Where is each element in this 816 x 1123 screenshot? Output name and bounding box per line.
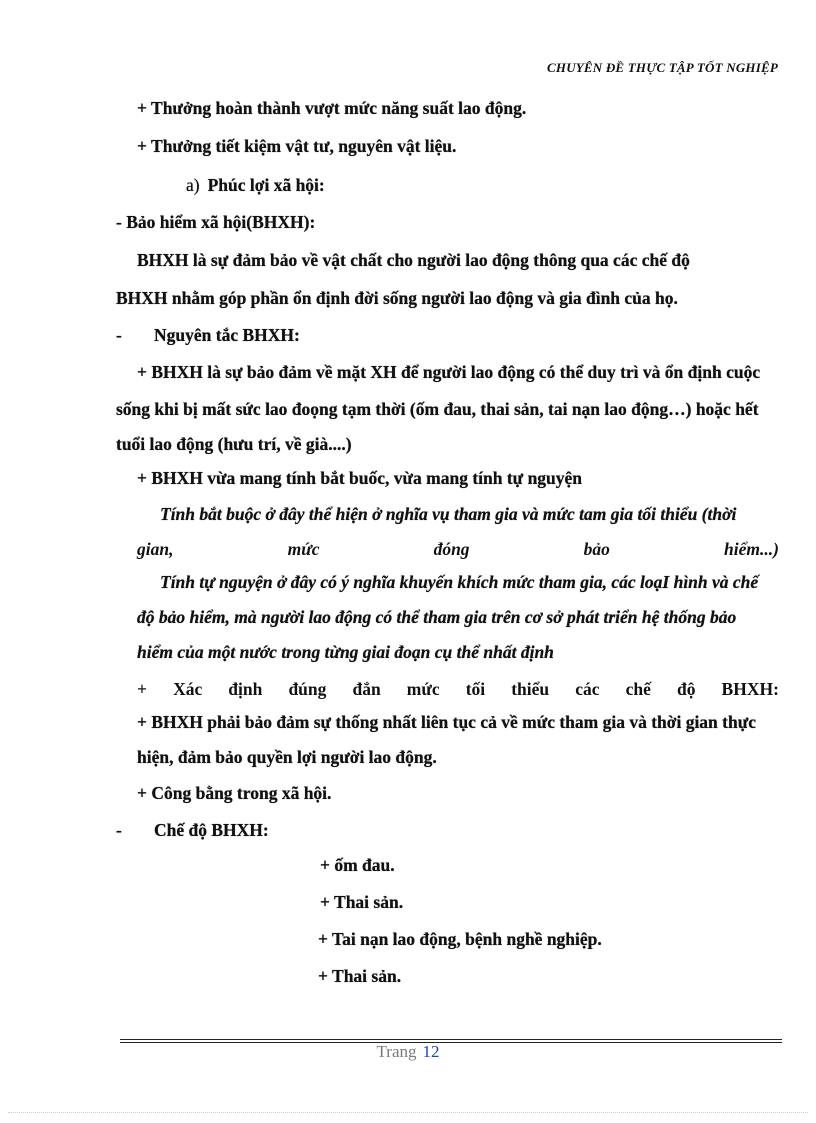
list-marker: a): [186, 175, 200, 195]
word: độ: [676, 679, 696, 699]
principles-heading-text: Nguyên tắc BHXH:: [154, 325, 300, 345]
justified-line: [137, 677, 779, 701]
paragraph-line: + BHXH là sự bảo đảm về mặt XH để người lao động có thể duy trì và ổn định cuộc: [137, 362, 761, 382]
word: đúng: [288, 679, 327, 699]
list-marker: -: [116, 325, 122, 345]
paragraph-line: hiện, đảm bảo quyền lợi người lao động.: [137, 747, 437, 767]
word: Xác: [173, 679, 203, 699]
italic-line: hiểm của một nước trong từng giai đoạn cụ thể nhất định: [137, 642, 554, 662]
italic-justified-line: [137, 537, 779, 561]
regime-item: + Thai sản.: [318, 966, 402, 986]
word: các: [575, 679, 600, 699]
regimes-heading: [116, 818, 269, 842]
bonus-productivity: + Thưởng hoàn thành vượt mức năng suất lao động.: [137, 98, 527, 118]
page-label: Trang: [376, 1042, 417, 1061]
section-heading-welfare: [186, 173, 325, 197]
word: gian,: [137, 539, 174, 559]
regime-item: + Thai sản.: [320, 892, 404, 912]
paragraph-line: + BHXH phải bảo đảm sự thống nhất liên tục cả về mức tham gia và thời gian thực: [137, 712, 756, 732]
word: hiểm...): [724, 539, 779, 559]
paragraph-line: sống khi bị mất sức lao đoọng tạm thời (ốm đau, thai sản, tai nạn lao động…) hoặc hết: [116, 399, 759, 419]
page-number: 12: [422, 1042, 440, 1061]
regime-item: + Tai nạn lao động, bệnh nghề nghiệp.: [318, 929, 602, 949]
word: BHXH:: [721, 679, 779, 699]
word: mức: [287, 539, 320, 559]
page-footer: [0, 1042, 816, 1062]
italic-line: Tính bắt buộc ở đây thể hiện ở nghĩa vụ tham gia và mức tam gia tối thiểu (thời: [160, 504, 737, 524]
word: tối: [465, 679, 486, 699]
principles-heading: [116, 323, 300, 347]
word: định: [228, 679, 263, 699]
paragraph-line: + BHXH vừa mang tính bắt buốc, vừa mang tính tự nguyện: [137, 468, 583, 488]
word: mức: [406, 679, 440, 699]
paragraph-line: BHXH là sự đảm bảo về vật chất cho người lao động thông qua các chế độ: [137, 250, 690, 270]
paragraph-line: tuổi lao động (hưu trí, về già....): [116, 434, 352, 454]
paragraph-line: BHXH nhằm góp phần ổn định đời sống người lao động và gia đình của họ.: [116, 288, 678, 308]
page-bottom-edge: [8, 1112, 808, 1113]
regime-item: + ốm đau.: [320, 855, 395, 875]
word: đóng: [433, 539, 470, 559]
italic-line: Tính tự nguyện ở đây có ý nghĩa khuyến khích mức tham gia, các loạI hình và chế: [160, 572, 759, 592]
paragraph-line: + Công bằng trong xã hội.: [137, 783, 332, 803]
regimes-heading-text: Chế độ BHXH:: [154, 820, 269, 840]
list-marker: -: [116, 820, 122, 840]
word: chế: [625, 679, 651, 699]
page-header: CHUYÊN ĐỀ THỰC TẬP TỐT NGHIỆP: [547, 60, 778, 75]
social-insurance-heading: - Bảo hiểm xã hội(BHXH):: [116, 212, 316, 232]
word: bảo: [583, 539, 610, 559]
footer-divider: [120, 1039, 782, 1040]
word: thiểu: [511, 679, 550, 699]
section-heading-text: Phúc lợi xã hội:: [207, 175, 325, 195]
word: +: [137, 679, 147, 699]
word: đắn: [352, 679, 381, 699]
bonus-savings: + Thưởng tiết kiệm vật tư, nguyên vật liệu.: [137, 136, 457, 156]
italic-line: độ bảo hiểm, mà người lao động có thể tham gia trên cơ sở phát triển hệ thống bảo: [137, 607, 737, 627]
